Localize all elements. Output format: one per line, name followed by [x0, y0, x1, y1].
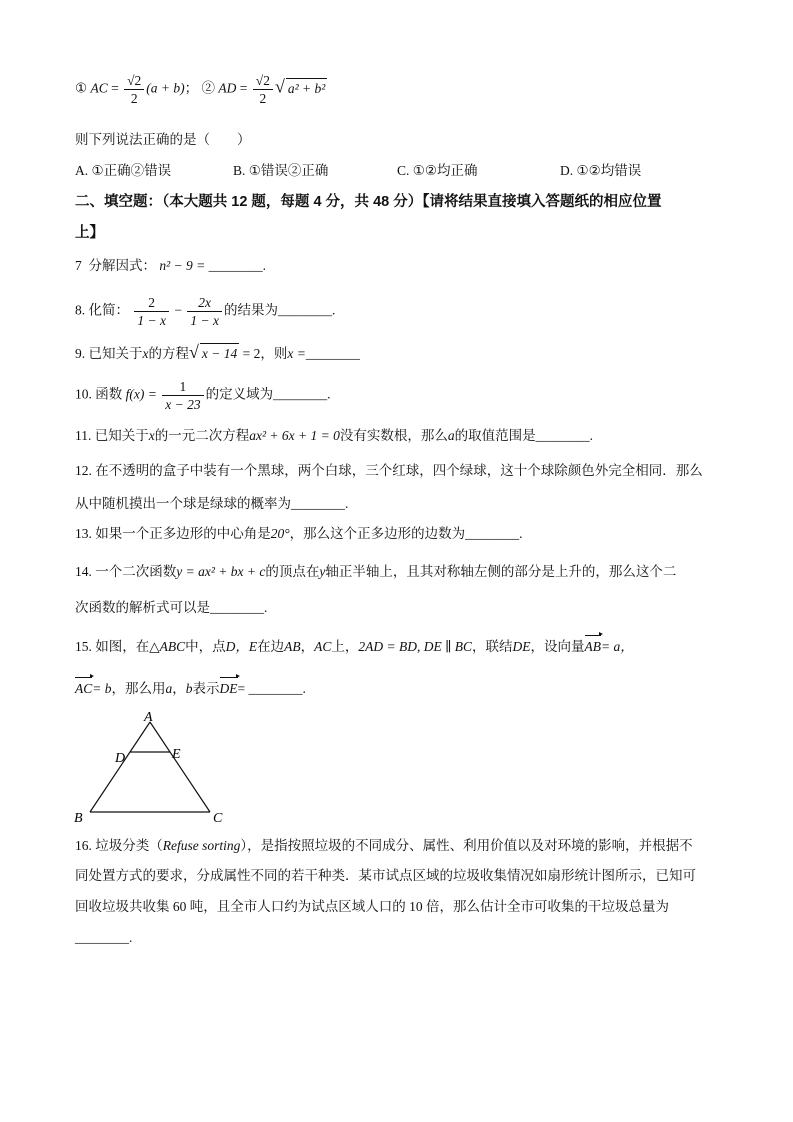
option-c-label: C.	[397, 163, 410, 178]
q15-number: 15.	[75, 639, 92, 654]
option-b-text: ①错误②正确	[248, 163, 329, 178]
q10-f-den: x − 23	[165, 397, 201, 412]
q7-expression: n² − 9 =	[159, 258, 206, 273]
q10-tail[interactable]: 的定义域为________.	[205, 386, 331, 402]
q11-number: 11.	[75, 428, 92, 443]
q15-condition: 2AD = BD, DE ∥ BC	[358, 639, 472, 654]
question-prompt: 则下列说法正确的是（ ）	[75, 132, 251, 147]
statement-2-coef-num: √2	[253, 72, 273, 90]
statement-1-marker: ①	[75, 80, 88, 96]
q16-english-term: Refuse sorting	[162, 838, 241, 853]
q8-f1-den: 1 − x	[137, 313, 166, 328]
q8-number: 8.	[75, 302, 86, 318]
q10-fraction	[162, 378, 203, 413]
q11-var: x	[148, 428, 155, 443]
option-b[interactable]	[233, 161, 328, 181]
radical-sign: √	[274, 76, 285, 97]
q15-segment-de: DE	[512, 639, 531, 654]
q8-f2-num: 2x	[187, 294, 222, 312]
q7-number: 7	[75, 258, 82, 273]
radical-sign: √	[189, 342, 199, 362]
statement-1-coef-den: 2	[130, 91, 138, 106]
section-heading-line1: 二、填空题：（本大题共 12 题，每题 4 分，共 48 分）【请将结果直接填入答题纸的相应位置	[75, 194, 662, 210]
q13-angle: 20°	[270, 526, 290, 541]
option-d[interactable]	[560, 161, 641, 181]
q9-eq: = 2	[242, 346, 261, 361]
question-12-line2[interactable]: 从中随机摸出一个球是绿球的概率为________.	[75, 496, 349, 511]
q15-text-5: ，联结	[472, 639, 513, 654]
statement-1-lhs: AC	[90, 80, 108, 96]
option-d-text: ①②均错误	[576, 163, 642, 178]
statement-2-coef	[253, 72, 273, 107]
q15-vector-ab: AB	[585, 634, 602, 657]
q8-f1-num: 2	[134, 294, 169, 312]
question-11	[75, 426, 593, 446]
question-15-line2	[75, 676, 306, 699]
q14-equation: y = ax² + bx + c	[176, 564, 266, 579]
q15-side-ab: AB	[284, 639, 301, 654]
q13-text-2[interactable]: ，那么这个正多边形的边数为________.	[289, 526, 523, 541]
q15-eq-a: = a，	[601, 639, 634, 654]
label-e: E	[172, 747, 181, 762]
question-14-line2[interactable]: 次函数的解析式可以是________.	[75, 600, 268, 615]
q15-side-ac: AC	[314, 639, 332, 654]
q14-text-1: 一个二次函数	[95, 564, 177, 579]
question-10	[75, 378, 330, 413]
q16-text-1: 垃圾分类（	[95, 838, 163, 853]
q10-fx: f(x) =	[125, 386, 157, 402]
label-b: B	[74, 811, 83, 826]
statement-1-coef	[124, 72, 144, 107]
statement-2-coef-den: 2	[259, 91, 267, 106]
q8-fraction-1	[134, 294, 169, 329]
q13-number: 13.	[75, 526, 92, 541]
q15-text-9: 表示	[192, 681, 220, 696]
statement-2-marker: ②	[201, 80, 216, 96]
q8-fraction-2	[187, 294, 222, 329]
question-13	[75, 524, 523, 544]
option-c[interactable]	[397, 161, 477, 181]
q9-var: x	[142, 346, 149, 361]
statement-2-lhs: AD	[218, 80, 237, 96]
q8-tail[interactable]: 的结果为________.	[223, 302, 336, 318]
question-16-line2: 同处置方式的要求，分成属性不同的若干种类．某市试点区域的垃圾收集情况如扇形统计图所示，已知可	[75, 868, 696, 883]
q9-answer-blank[interactable]: ________	[305, 346, 360, 361]
label-a: A	[144, 710, 153, 725]
option-a[interactable]	[75, 161, 171, 181]
question-16-line3: 回收垃圾共收集 60 吨，且全市人口约为试点区域人口的 10 倍，那么估计全市可收集的干垃圾总量为	[75, 899, 669, 914]
q9-text-1: 已知关于	[88, 346, 143, 361]
q15-text-3: 在边	[257, 639, 285, 654]
q9-number: 9.	[75, 346, 86, 361]
q15-vector-de: DE	[220, 676, 238, 699]
q10-f-num: 1	[162, 378, 203, 396]
option-b-label: B.	[233, 163, 246, 178]
q9-text-2: 的方程	[148, 346, 189, 361]
q9-x-eq: x =	[287, 346, 306, 361]
option-c-text: ①②均正确	[412, 163, 478, 178]
section-heading-line2: 上】	[75, 225, 104, 241]
question-16-line1	[75, 836, 693, 856]
option-a-label: A.	[75, 163, 89, 178]
q15-var-a: a	[165, 681, 173, 696]
triangle-figure	[70, 708, 240, 826]
statements-line: ① AC = $\frac{√2}{2}$ (a + b)； ② AD = $\frac{√2}{2}$ √ a² + b²	[75, 73, 326, 106]
question-8	[75, 294, 335, 329]
q9-radicand: x − 14	[200, 343, 239, 364]
q15-text-1: 如图，在	[95, 639, 150, 654]
option-d-label: D.	[560, 163, 574, 178]
q15-sep: ，	[300, 639, 315, 654]
q12-number: 12.	[75, 463, 92, 478]
q14-number: 14.	[75, 564, 92, 579]
statement-2-body: a² + b²	[286, 78, 327, 99]
question-16-answer-blank[interactable]: ________.	[75, 930, 133, 945]
q15-text-4: 上，	[331, 639, 359, 654]
q8-f2-den: 1 − x	[190, 313, 219, 328]
q12-text-1: 在不透明的盒子中装有一个黑球，两个白球，三个红球，四个绿球，这十个球除颜色外完全相同．那么	[95, 463, 703, 478]
q15-eq-b: = b	[92, 681, 112, 696]
q11-text-4[interactable]: 的取值范围是________.	[454, 428, 593, 443]
label-c: C	[213, 811, 223, 826]
question-9	[75, 342, 360, 364]
statement-1-body: (a + b)	[146, 80, 185, 96]
side-ab	[90, 722, 150, 812]
q11-text-3: 没有实数根，那么	[339, 428, 448, 443]
q15-text-7: ，那么用	[111, 681, 166, 696]
q7-text: 分解因式：	[88, 258, 156, 273]
q14-text-2: 的顶点在	[265, 564, 320, 579]
q10-text: 函数	[95, 386, 123, 402]
options-row	[75, 161, 715, 181]
question-14-line1	[75, 562, 676, 582]
q16-number: 16.	[75, 838, 92, 853]
q7-answer-blank[interactable]: ________.	[208, 258, 267, 273]
q14-text-3: 轴正半轴上，且其对称轴左侧的部分是上升的，那么这个二	[325, 564, 677, 579]
q16-text-2: ），是指按照垃圾的不同成分、属性、利用价值以及对环境的影响，并根据不	[240, 838, 693, 853]
q11-param: a	[447, 428, 455, 443]
q14-axis: y	[319, 564, 326, 579]
option-a-text: ①正确②错误	[91, 163, 172, 178]
question-12-line1	[75, 461, 703, 481]
q9-text-3: ，则	[260, 346, 288, 361]
q15-text-8: ，	[172, 681, 186, 696]
q11-text-2: 的一元二次方程	[154, 428, 250, 443]
q15-points: D，E	[225, 639, 258, 654]
q10-number: 10.	[75, 386, 92, 402]
label-d: D	[115, 751, 126, 766]
q15-text-6: ，设向量	[530, 639, 585, 654]
statement-1-coef-num: √2	[124, 72, 144, 90]
q11-equation: ax² + 6x + 1 = 0	[249, 428, 340, 443]
q15-text-2: 中，点	[185, 639, 226, 654]
q13-text-1: 如果一个正多边形的中心角是	[95, 526, 271, 541]
q8-minus: −	[174, 302, 182, 318]
q11-text-1: 已知关于	[94, 428, 149, 443]
side-ac	[150, 722, 210, 812]
q15-var-b: b	[185, 681, 193, 696]
q15-triangle: △ABC	[149, 639, 186, 654]
q15-answer-blank[interactable]: = ________.	[237, 681, 306, 696]
question-7	[75, 256, 266, 276]
q8-text: 化简：	[88, 302, 129, 318]
statement-separator: ；	[184, 80, 199, 96]
question-15-line1	[75, 634, 634, 657]
q15-vector-ac: AC	[75, 676, 92, 699]
